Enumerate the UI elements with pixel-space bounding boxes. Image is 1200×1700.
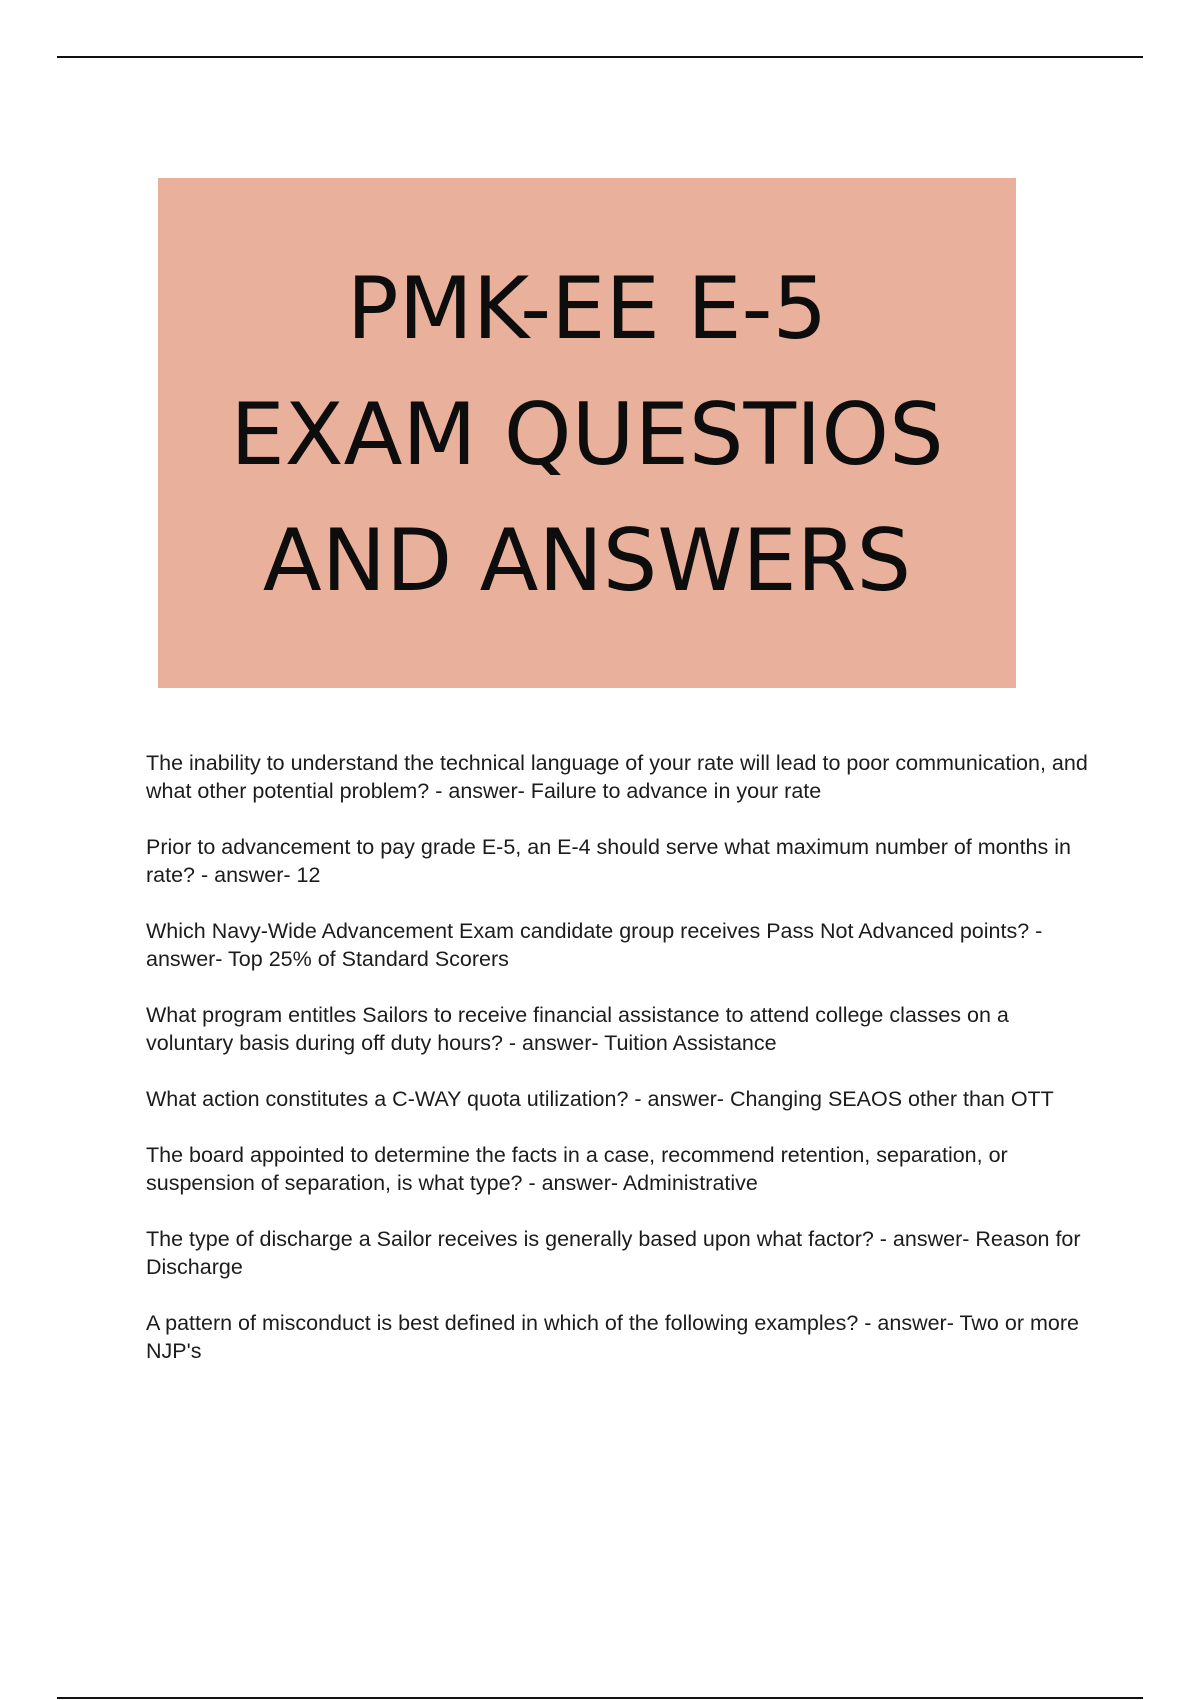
- cover-title-line-3: AND ANSWERS: [262, 511, 912, 611]
- qa-item: Prior to advancement to pay grade E-5, an E-4 should serve what maximum number of months in rate? - answer- 12: [146, 835, 1071, 887]
- qa-item: The inability to understand the technical language of your rate will lead to poor communication, and what other potential problem? - answer- Failure to advance in your rate: [146, 751, 1088, 803]
- cover-title-line-1: PMK-EE E-5: [346, 259, 828, 359]
- qa-item: Which Navy-Wide Advancement Exam candidate group receives Pass Not Advanced points? - answer- Top 25% of Standard Scorers: [146, 919, 1043, 971]
- cover-title: [230, 242, 943, 624]
- cover-title-line-2: EXAM QUESTIOS: [230, 385, 944, 485]
- qa-item: The type of discharge a Sailor receives is generally based upon what factor? - answer- Reason for Discharge: [146, 1227, 1081, 1279]
- qa-item: A pattern of misconduct is best defined in which of the following examples? - answer- Two or more NJP's: [146, 1311, 1079, 1363]
- bottom-rule: [57, 1697, 1143, 1699]
- cover-banner: [158, 178, 1016, 688]
- qa-item: The board appointed to determine the facts in a case, recommend retention, separation, or suspension of separation, is what type? - answer- Administrative: [146, 1143, 1008, 1195]
- question-answer-list: [146, 749, 1096, 1393]
- qa-item: What program entitles Sailors to receive financial assistance to attend college classes on a voluntary basis during off duty hours? - answer- Tuition Assistance: [146, 1003, 1009, 1055]
- qa-item: What action constitutes a C-WAY quota utilization? - answer- Changing SEAOS other than OTT: [146, 1087, 1054, 1111]
- top-rule: [57, 56, 1143, 58]
